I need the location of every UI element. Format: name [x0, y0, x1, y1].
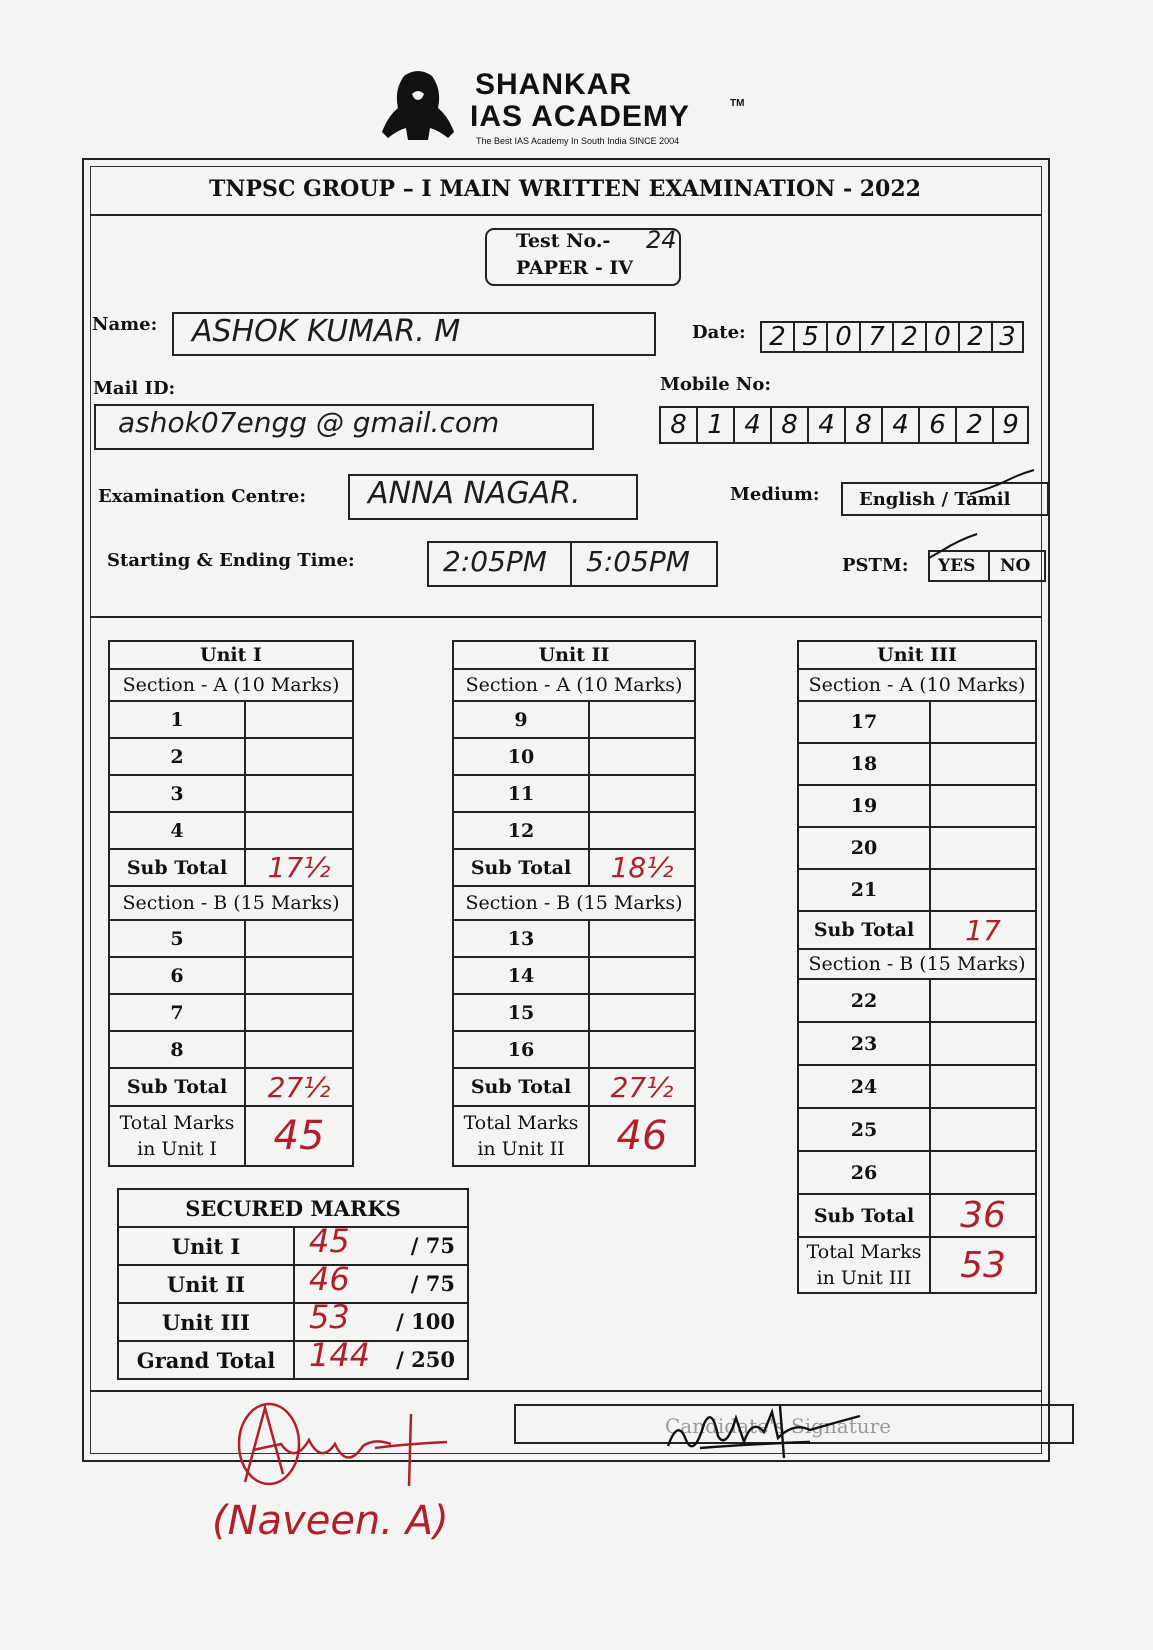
date-label: Date: — [692, 322, 746, 343]
mark-cell[interactable] — [245, 812, 353, 849]
secured-unit-1-max: / 75 — [410, 1233, 455, 1258]
date-field[interactable] — [760, 321, 1024, 353]
digit-box: 4 — [807, 406, 844, 444]
mark-cell[interactable] — [930, 743, 1036, 785]
academy-logo-icon — [378, 68, 462, 144]
unit-3-section-a: Section - A (10 Marks) — [798, 669, 1036, 701]
unit-1-section-b-subtotal: 27½ — [245, 1068, 353, 1106]
secured-unit-3-max: / 100 — [396, 1309, 455, 1334]
sub-total-label: Sub Total — [453, 849, 589, 886]
medium-label: Medium: — [730, 484, 820, 505]
academy-name-line1: SHANKAR — [475, 68, 632, 101]
digit-box: 2 — [958, 321, 991, 353]
paper-label: PAPER - IV — [516, 257, 633, 279]
question-number: 11 — [453, 775, 589, 812]
secured-marks-table — [117, 1188, 469, 1380]
unit-3-table — [797, 640, 1037, 1294]
digit-box: 0 — [925, 321, 958, 353]
digit-box: 2 — [955, 406, 992, 444]
question-number: 1 — [109, 701, 245, 738]
academy-name-line2: IAS ACADEMY — [470, 100, 690, 133]
secured-row-name: Grand Total — [118, 1341, 294, 1379]
mail-label: Mail ID: — [93, 378, 176, 399]
end-time-field[interactable] — [570, 541, 718, 587]
sub-total-label: Sub Total — [109, 1068, 245, 1106]
pstm-label: PSTM: — [842, 555, 909, 576]
name-field[interactable] — [172, 312, 656, 356]
test-number: 24 — [646, 226, 677, 254]
unit-3-total-label — [798, 1237, 930, 1293]
unit-2-table — [452, 640, 696, 1167]
mark-cell[interactable] — [930, 785, 1036, 827]
question-number: 17 — [798, 701, 930, 743]
digit-box: 4 — [733, 406, 770, 444]
secured-unit-3-marks: 53 — [309, 1298, 350, 1336]
digit-box: 2 — [892, 321, 925, 353]
pstm-yes-label: YES — [938, 556, 976, 576]
evaluator-name: (Naveen. A) — [212, 1498, 449, 1544]
time-label: Starting & Ending Time: — [107, 550, 355, 571]
total-label-line2: in Unit III — [816, 1267, 912, 1289]
question-number: 15 — [453, 994, 589, 1031]
digit-box: 2 — [760, 321, 793, 353]
end-time-value: 5:05PM — [586, 545, 690, 578]
question-number: 26 — [798, 1151, 930, 1194]
medium-value: English / Tamil — [859, 489, 1011, 510]
mark-cell[interactable] — [589, 738, 695, 775]
unit-3-section-b: Section - B (15 Marks) — [798, 949, 1036, 979]
question-number: 25 — [798, 1108, 930, 1151]
mark-cell[interactable] — [589, 957, 695, 994]
digit-box: 9 — [992, 406, 1029, 444]
question-number: 6 — [109, 957, 245, 994]
mark-cell[interactable] — [930, 1065, 1036, 1108]
mark-cell[interactable] — [930, 1108, 1036, 1151]
mark-cell[interactable] — [245, 994, 353, 1031]
secured-grand-total-max: / 250 — [396, 1347, 455, 1372]
mark-cell[interactable] — [245, 1031, 353, 1068]
pstm-tick-mark — [925, 528, 985, 564]
academy-tagline: The Best IAS Academy In South India SINCE 2004 — [476, 136, 680, 146]
secured-unit-1-marks: 45 — [309, 1222, 350, 1260]
unit-3-section-a-subtotal: 17 — [930, 911, 1036, 949]
mark-cell[interactable] — [589, 701, 695, 738]
digit-box: 8 — [659, 406, 696, 444]
centre-field[interactable] — [348, 474, 638, 520]
unit-1-total: 45 — [245, 1106, 353, 1166]
question-number: 22 — [798, 979, 930, 1022]
sub-total-label: Sub Total — [453, 1068, 589, 1106]
mark-cell[interactable] — [930, 1151, 1036, 1194]
mark-cell[interactable] — [930, 869, 1036, 911]
centre-value: ANNA NAGAR. — [368, 476, 581, 511]
mobile-field[interactable] — [659, 406, 1029, 444]
total-label-line1: Total Marks — [806, 1241, 922, 1263]
mobile-label: Mobile No: — [660, 374, 772, 395]
unit-3-total: 53 — [930, 1237, 1036, 1293]
digit-box: 8 — [770, 406, 807, 444]
mark-cell[interactable] — [589, 812, 695, 849]
mark-cell[interactable] — [589, 1031, 695, 1068]
question-number: 8 — [109, 1031, 245, 1068]
digit-box: 5 — [793, 321, 826, 353]
start-time-value: 2:05PM — [443, 545, 547, 578]
question-number: 12 — [453, 812, 589, 849]
sub-total-label: Sub Total — [109, 849, 245, 886]
mark-cell[interactable] — [245, 701, 353, 738]
total-label-line2: in Unit II — [477, 1138, 565, 1160]
secured-row-name: Unit I — [118, 1227, 294, 1265]
secured-row-value-cell[interactable] — [294, 1336, 468, 1379]
unit-1-section-a: Section - A (10 Marks) — [109, 669, 353, 701]
mail-value: ashok07engg @ gmail.com — [118, 406, 500, 439]
question-number: 10 — [453, 738, 589, 775]
mark-cell[interactable] — [589, 775, 695, 812]
unit-1-table — [108, 640, 354, 1167]
digit-box: 7 — [859, 321, 892, 353]
secured-row-name: Unit II — [118, 1265, 294, 1303]
question-number: 4 — [109, 812, 245, 849]
sub-total-label: Sub Total — [798, 1194, 930, 1237]
digit-box: 6 — [918, 406, 955, 444]
mark-cell[interactable] — [589, 920, 695, 957]
unit-2-section-b: Section - B (15 Marks) — [453, 886, 695, 920]
mark-cell[interactable] — [930, 827, 1036, 869]
pstm-no-box[interactable] — [988, 550, 1046, 582]
question-number: 14 — [453, 957, 589, 994]
digit-box: 1 — [696, 406, 733, 444]
test-number-label: Test No.- — [516, 230, 611, 252]
mark-cell[interactable] — [245, 738, 353, 775]
question-number: 19 — [798, 785, 930, 827]
question-number: 21 — [798, 869, 930, 911]
question-number: 3 — [109, 775, 245, 812]
name-label: Name: — [92, 314, 158, 335]
question-number: 7 — [109, 994, 245, 1031]
unit-1-total-label — [109, 1106, 245, 1166]
total-label-line2: in Unit I — [137, 1138, 217, 1160]
question-number: 5 — [109, 920, 245, 957]
digit-box: 3 — [991, 321, 1024, 353]
pstm-no-label: NO — [1000, 556, 1031, 576]
unit-2-section-b-subtotal: 27½ — [589, 1068, 695, 1106]
unit-1-section-a-subtotal: 17½ — [245, 849, 353, 886]
sub-total-label: Sub Total — [798, 911, 930, 949]
trademark: TM — [730, 98, 745, 109]
mark-cell[interactable] — [930, 979, 1036, 1022]
candidate-signature-icon — [660, 1388, 900, 1468]
question-number: 23 — [798, 1022, 930, 1065]
secured-grand-total-marks: 144 — [309, 1336, 371, 1374]
unit-1-title: Unit I — [109, 641, 353, 669]
unit-2-total: 46 — [589, 1106, 695, 1166]
mark-cell[interactable] — [245, 957, 353, 994]
question-number: 24 — [798, 1065, 930, 1108]
centre-label: Examination Centre: — [98, 486, 307, 507]
unit-1-section-b: Section - B (15 Marks) — [109, 886, 353, 920]
digit-box: 8 — [844, 406, 881, 444]
candidate-signature-label: Candidate's Signature — [665, 1414, 892, 1438]
total-label-line1: Total Marks — [119, 1112, 235, 1134]
unit-2-title: Unit II — [453, 641, 695, 669]
details-divider — [90, 616, 1042, 618]
question-number: 13 — [453, 920, 589, 957]
unit-2-section-a-subtotal: 18½ — [589, 849, 695, 886]
start-time-field[interactable] — [427, 541, 572, 587]
secured-unit-2-max: / 75 — [410, 1271, 455, 1296]
digit-box: 4 — [881, 406, 918, 444]
mark-cell[interactable] — [589, 994, 695, 1031]
secured-unit-2-marks: 46 — [309, 1260, 350, 1298]
unit-2-total-label — [453, 1106, 589, 1166]
question-number: 2 — [109, 738, 245, 775]
medium-tick-mark — [968, 468, 1038, 498]
evaluator-signature-icon — [225, 1394, 465, 1504]
question-number: 20 — [798, 827, 930, 869]
mail-field[interactable] — [94, 404, 594, 450]
mark-cell[interactable] — [930, 701, 1036, 743]
secured-row-name: Unit III — [118, 1303, 294, 1341]
name-value: ASHOK KUMAR. M — [192, 314, 461, 349]
unit-3-title: Unit III — [798, 641, 1036, 669]
mark-cell[interactable] — [245, 920, 353, 957]
secured-marks-title: SECURED MARKS — [118, 1189, 468, 1227]
question-number: 18 — [798, 743, 930, 785]
mark-cell[interactable] — [930, 1022, 1036, 1065]
total-label-line1: Total Marks — [463, 1112, 579, 1134]
question-number: 9 — [453, 701, 589, 738]
exam-title: TNPSC GROUP – I MAIN WRITTEN EXAMINATION - 2022 — [209, 176, 921, 202]
title-divider — [90, 214, 1042, 216]
digit-box: 0 — [826, 321, 859, 353]
unit-3-section-b-subtotal: 36 — [930, 1194, 1036, 1237]
question-number: 16 — [453, 1031, 589, 1068]
unit-2-section-a: Section - A (10 Marks) — [453, 669, 695, 701]
mark-cell[interactable] — [245, 775, 353, 812]
